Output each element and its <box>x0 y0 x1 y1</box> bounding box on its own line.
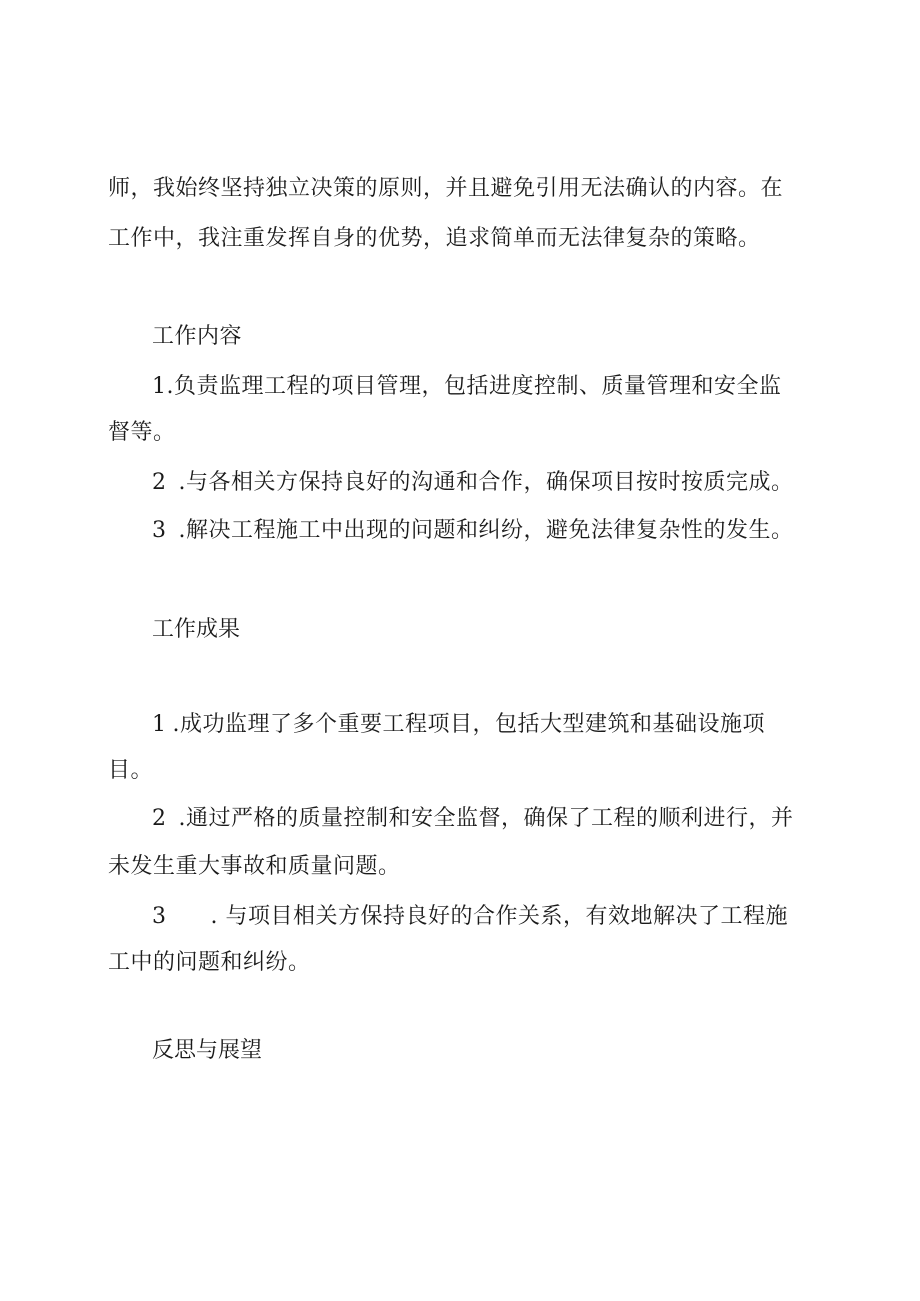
item-text: 负责监理工程的项目管理，包括进度控制、质量管理和安全监 <box>174 374 782 399</box>
work-content-item-1-cont: 督等。 <box>108 420 176 445</box>
work-results-item-2-cont: 未发生重大事故和质量问题。 <box>108 854 401 879</box>
item-number: 3 <box>152 518 167 543</box>
work-content-item-1 <box>152 372 782 402</box>
reflection-title: 反思与展望 <box>152 1038 263 1063</box>
work-results-item-3 <box>152 902 788 932</box>
item-number: 1 <box>152 712 167 737</box>
work-content-item-3 <box>152 516 794 546</box>
item-text: .通过严格的质量控制和安全监督，确保了工程的顺利进行，并 <box>178 806 794 831</box>
work-content-item-2 <box>152 468 794 498</box>
item-number: 3 <box>152 904 167 929</box>
intro-line-2: 工作中，我注重发挥自身的优势，追求简单而无法律复杂的策略。 <box>108 226 761 251</box>
intro-line-1: 师，我始终坚持独立决策的原则，并且避免引用无法确认的内容。在 <box>108 176 784 201</box>
item-number: 2 <box>152 806 167 831</box>
work-results-item-1 <box>152 710 765 740</box>
item-number: 2 <box>152 470 167 495</box>
item-text: .解决工程施工中出现的问题和纠纷，避免法律复杂性的发生。 <box>178 518 794 543</box>
work-content-title: 工作内容 <box>152 324 243 349</box>
work-results-item-1-cont: 目。 <box>108 758 154 783</box>
item-text: . 与项目相关方保持良好的合作关系，有效地解决了工程施 <box>210 904 788 929</box>
item-text: .成功监理了多个重要工程项目，包括大型建筑和基础设施项 <box>172 712 765 737</box>
work-results-title: 工作成果 <box>152 617 241 642</box>
work-results-item-3-cont: 工中的问题和纠纷。 <box>108 950 311 975</box>
work-results-item-2 <box>152 804 794 834</box>
item-number: 1. <box>152 374 174 399</box>
item-text: .与各相关方保持良好的沟通和合作，确保项目按时按质完成。 <box>178 470 794 495</box>
